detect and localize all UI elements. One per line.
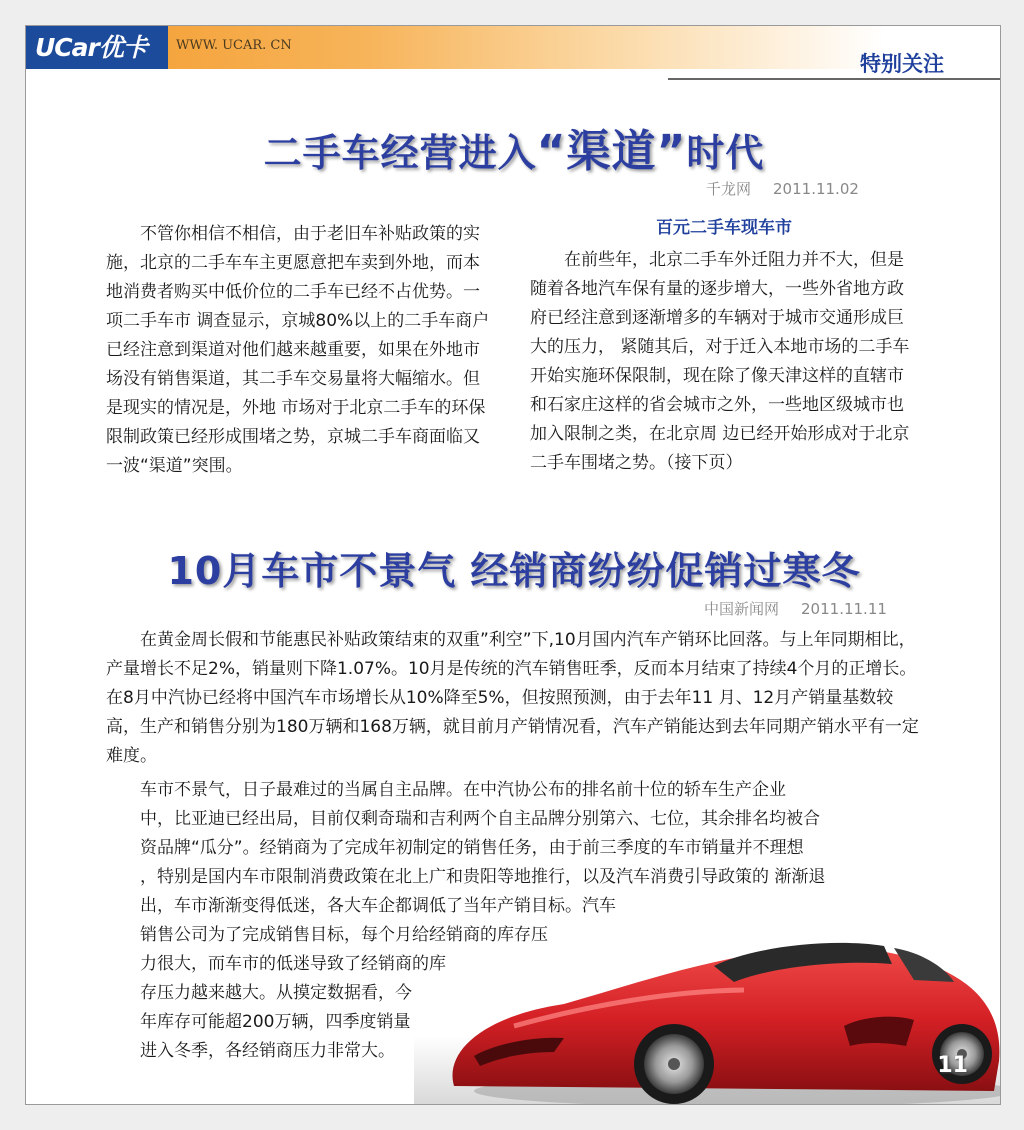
article2-source xyxy=(704,598,887,619)
article1-subhead: 百元二手车现车市 xyxy=(656,218,792,238)
article2-paragraph2-line: 车市不景气，日子最难过的当属自主品牌。在中汽协公布的排名前十位的轿车生产企业 xyxy=(140,780,786,800)
page-number: 11 xyxy=(937,1053,968,1078)
ucar-logo: UCar优卡 xyxy=(26,26,168,69)
article1-column1: 不管你相信不相信，由于老旧车补贴政策的实施，北京的二手车车主更愿意把车卖到外地，而本地消费者购买中低价位的二手车已经不占优势。一项二手车市 调查显示，京城80%以上的二手车商户已经注意到渠道对他们越来越重要，如果在外地市场没有销售渠道，其二手车交易量将大幅缩水。但是现实的情况是，外地 市场对于北京二手车的环保限制政策已经形成围堵之势，京城二手车商面临又一波“渠道”突围。 xyxy=(106,224,490,476)
article1-source-name: 千龙网 xyxy=(706,180,752,198)
magazine-page xyxy=(25,25,1001,1105)
header-divider xyxy=(668,78,1001,80)
article2-source-name: 中国新闻网 xyxy=(704,600,780,618)
article1-title-pre: 二手车经营进入 xyxy=(263,131,537,175)
article1-date: 2011.11.02 xyxy=(773,180,859,198)
article2-paragraph2 xyxy=(106,776,921,1066)
article1-column2: 在前些年，北京二手车外迁阻力并不大，但是随着各地汽车保有量的逐步增大，一些外省地方政府已经注意到逐渐增多的车辆对于城市交通形成巨大的压力， 紧随其后，对于迁入本地市场的二手车开始实施环保限制，现在除了像天津这样的直辖市和石家庄这样的省会城市之外，一些地区级城市也加入限制之类，在北京周 边已经开始形成对于北京二手车围堵之势。（接下页） xyxy=(530,250,910,473)
article2-paragraph2-line: 销售公司为了完成销售目标，每个月给经销商的库存压 xyxy=(140,925,548,945)
article1-title xyxy=(26,115,1001,179)
article2-paragraph2-line: 年库存可能超200万辆，四季度销量 xyxy=(140,1012,411,1032)
article1-title-quoted: “渠道” xyxy=(536,126,687,177)
article2-paragraph2-line: 出，车市渐渐变得低迷，各大车企都调低了当年产销目标。汽车 xyxy=(140,896,616,916)
article2-date: 2011.11.11 xyxy=(801,600,887,618)
header-bar xyxy=(26,26,1001,69)
article2-paragraph2-line: ，特别是国内车市限制消费政策在北上广和贵阳等地推行，以及汽车消费引导政策的 渐渐退 xyxy=(140,867,826,887)
article2-paragraph2-line: 存压力越来越大。从摸定数据看，今 xyxy=(140,983,412,1003)
article2-paragraph2-line: 力很大，而车市的低迷导致了经销商的库 xyxy=(140,954,446,974)
section-label: 特别关注 xyxy=(860,52,944,76)
article2-paragraph2-line: 资品牌“瓜分”。经销商为了完成年初制定的销售任务，由于前三季度的车市销量并不理想 xyxy=(140,838,804,858)
site-url: WWW. UCAR. CN xyxy=(176,38,292,53)
article1-title-post: 时代 xyxy=(686,131,765,175)
article2-paragraph2-line: 中，比亚迪已经出局，目前仅剩奇瑞和吉利两个自主品牌分别第六、七位，其余排名均被合 xyxy=(140,809,820,829)
article2-paragraph1: 在黄金周长假和节能惠民补贴政策结束的双重”利空”下,10月国内汽车产销环比回落。与上年同期相比，产量增长不足2%，销量则下降1.07%。10月是传统的汽车销售旺季，反而本月结束了持续4个月的正增长。在8月中汽协已经将中国汽车市场增长从10%降至5%，但按照预测，由于去年11 月、12月产销量基数较高，生产和销售分别为180万辆和168万辆，就目前月产销情况看，汽车产销能达到去年同期产销水平有一定难度。 xyxy=(106,630,919,766)
article2-paragraph2-line: 进入冬季，各经销商压力非常大。 xyxy=(140,1041,395,1061)
article1-source xyxy=(706,178,859,199)
article2-title: 10月车市不景气 经销商纷纷促销过寒冬 xyxy=(167,549,861,593)
